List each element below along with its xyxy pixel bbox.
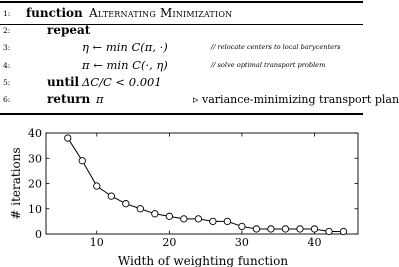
data-point — [239, 223, 245, 229]
line-number: 3: — [3, 43, 11, 52]
data-point — [94, 183, 100, 189]
line-number: 1: — [3, 9, 11, 18]
y-tick-label: 30 — [28, 152, 42, 166]
line-number: 2: — [3, 26, 11, 35]
data-point — [108, 193, 114, 199]
y-tick-label: 20 — [28, 177, 42, 191]
line-number: 6: — [3, 95, 11, 104]
return-value: π — [96, 92, 104, 106]
data-point — [79, 158, 85, 164]
x-tick-label: 10 — [89, 236, 104, 249]
data-point — [137, 206, 143, 212]
data-point — [253, 226, 259, 232]
y-axis-label: # iterations — [9, 147, 23, 220]
table-top-rule — [0, 1, 363, 3]
function-name: Alternating Minimization — [89, 6, 233, 20]
stop-condition: ΔC/C < 0.001 — [82, 75, 162, 89]
line-number: 4: — [3, 61, 11, 70]
data-point — [123, 201, 129, 207]
update-pi-expression: π ← min C(·, η) — [82, 58, 168, 72]
data-point — [195, 216, 201, 222]
line-number: 5: — [3, 78, 11, 87]
y-tick-label: 40 — [28, 127, 42, 140]
x-tick-label: 20 — [162, 236, 177, 249]
data-point — [210, 218, 216, 224]
data-point — [181, 216, 187, 222]
data-point — [340, 228, 346, 234]
data-point — [152, 211, 158, 217]
repeat-keyword: repeat — [47, 23, 91, 37]
return-comment: ▹ variance-minimizing transport plan — [193, 93, 399, 106]
data-point — [297, 226, 303, 232]
return-keyword: return — [47, 92, 91, 106]
data-point — [268, 226, 274, 232]
line-comment: // solve optimal transport problem — [211, 61, 326, 69]
x-tick-label: 40 — [307, 236, 322, 249]
until-keyword: until — [47, 75, 80, 89]
data-point — [326, 228, 332, 234]
data-point — [224, 218, 230, 224]
function-keyword: function — [26, 6, 83, 20]
x-tick-label: 30 — [234, 236, 249, 249]
data-point — [65, 135, 71, 141]
data-point — [166, 213, 172, 219]
iterations-chart — [0, 118, 367, 267]
y-tick-label: 10 — [28, 202, 42, 216]
line-comment: // relocate centers to local barycenters — [211, 43, 341, 51]
data-point — [282, 226, 288, 232]
series-line — [68, 138, 344, 231]
x-axis-label: Width of weighting function — [117, 254, 289, 267]
table-bottom-rule — [0, 113, 363, 115]
y-tick-label: 0 — [35, 228, 42, 241]
data-point — [311, 226, 317, 232]
update-eta-expression: η ← min C(π, ·) — [82, 40, 168, 54]
